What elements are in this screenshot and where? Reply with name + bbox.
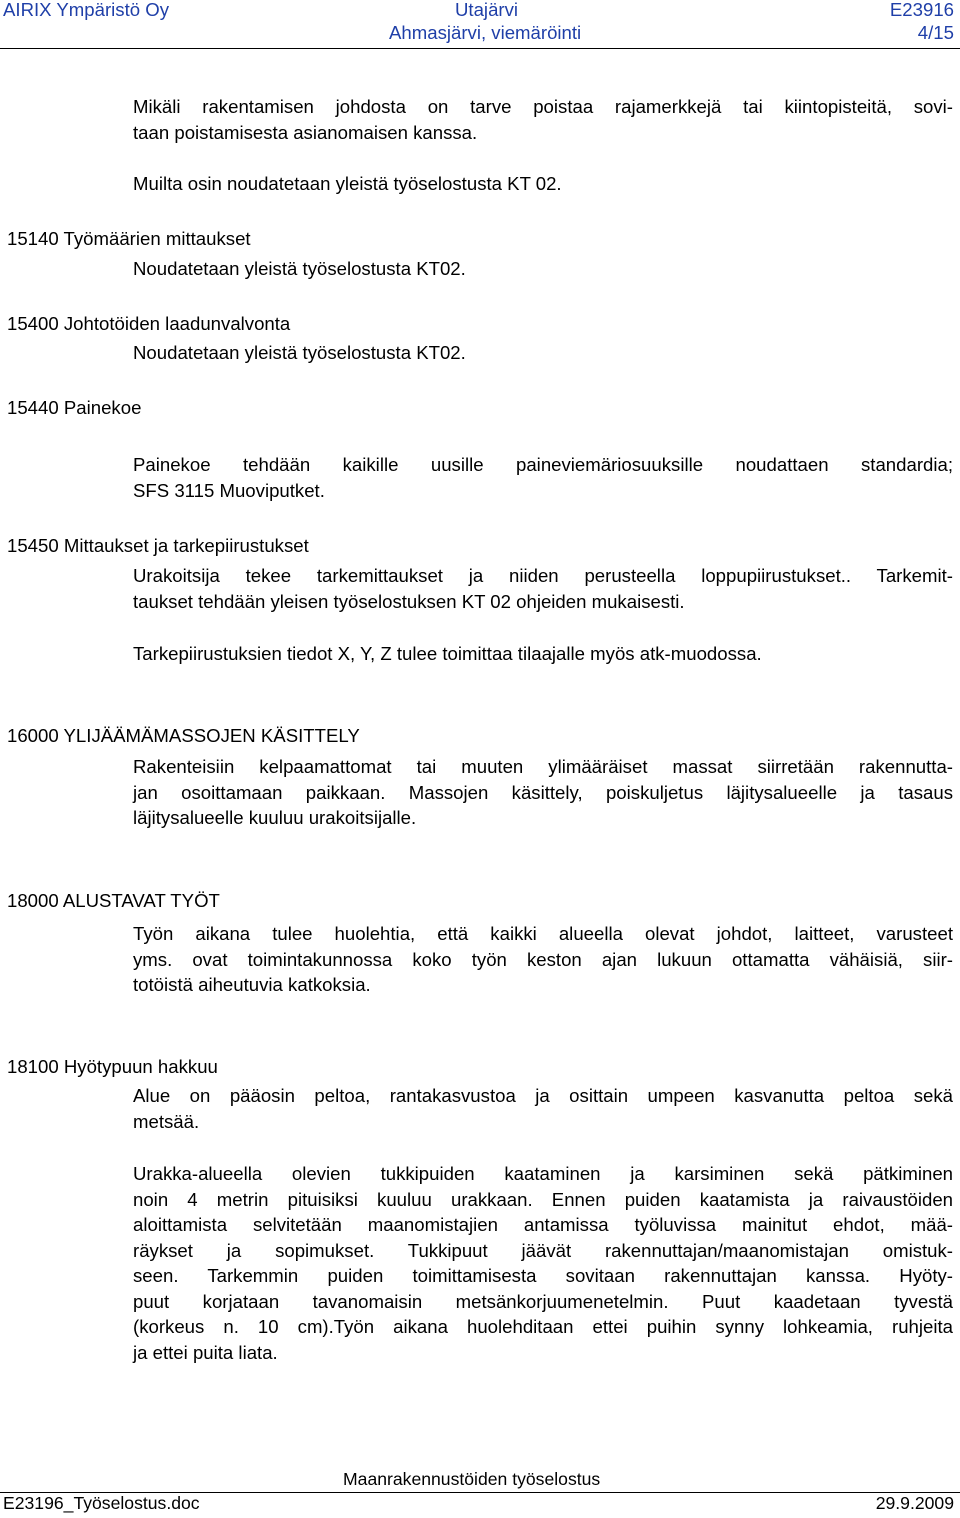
header-page-number: 4/15 bbox=[917, 22, 954, 43]
section-heading-15400: 15400 Johtotöiden laadunvalvonta bbox=[7, 313, 291, 334]
section-heading-15140: 15140 Työmäärien mittaukset bbox=[7, 228, 251, 249]
text-line: taukset tehdään yleisen työselostuksen KT 02 ohjeiden mukaisesti. bbox=[133, 590, 685, 612]
section-heading-18100: 18100 Hyötypuun hakkuu bbox=[7, 1056, 218, 1077]
paragraph-rajamerkit bbox=[133, 94, 953, 145]
header-company: AIRIX Ympäristö Oy bbox=[3, 0, 170, 20]
paragraph-15450 bbox=[133, 563, 953, 614]
text-line: metsää. bbox=[133, 1110, 200, 1132]
paragraph-18100-alue bbox=[133, 1083, 953, 1134]
text-line: Alue on pääosin peltoa, rantakasvustoa ja osittain umpeen kasvanutta peltoa sekä bbox=[133, 1085, 953, 1106]
paragraph-15140: Noudatetaan yleistä työselostusta KT02. bbox=[133, 258, 466, 279]
header-location: Utajärvi bbox=[455, 0, 519, 20]
text-line: jan osoittamaan paikkaan. Massojen käsittely, poiskuljetus läjitysalueelle ja tasaus bbox=[133, 781, 953, 803]
text-line: Painekoe tehdään kaikille uusille paineviemäriosuuksille noudattaen standardia; bbox=[133, 454, 953, 475]
text-line: räykset ja sopimukset. Tukkipuut jäävät rakennuttajan/maanomistajan omistuk- bbox=[133, 1239, 953, 1261]
text-line: puut korjataan tavanomaisin metsänkorjuumenetelmin. Puut kaadetaan tyvestä bbox=[133, 1290, 953, 1312]
text-line: yms. ovat toimintakunnossa koko työn keston ajan lukuun ottamatta vähäisiä, siir- bbox=[133, 948, 953, 970]
paragraph-15440 bbox=[133, 452, 953, 503]
footer-date: 29.9.2009 bbox=[875, 1493, 954, 1513]
footer-center-title: Maanrakennustöiden työselostus bbox=[343, 1469, 601, 1489]
footer-filename: E23196_Työselostus.doc bbox=[3, 1493, 200, 1513]
text-line: Mikäli rakentamisen johdosta on tarve poistaa rajamerkkejä tai kiintopisteitä, sovi- bbox=[133, 96, 953, 117]
text-line: taan poistamisesta asianomaisen kanssa. bbox=[133, 121, 478, 143]
text-line: Työn aikana tulee huolehtia, että kaikki alueella olevat johdot, laitteet, varusteet bbox=[133, 923, 953, 944]
section-heading-18000: 18000 ALUSTAVAT TYÖT bbox=[7, 890, 220, 911]
text-line: ja ettei puita liata. bbox=[133, 1341, 278, 1363]
paragraph-18000 bbox=[133, 921, 953, 998]
text-line: seen. Tarkemmin puiden toimittamisesta sovitaan rakennuttajan kanssa. Hyöty- bbox=[133, 1265, 953, 1286]
text-line: totöistä aiheutuvia katkoksia. bbox=[133, 974, 371, 995]
section-heading-15440: 15440 Painekoe bbox=[7, 397, 142, 418]
header-project-code: E23916 bbox=[889, 0, 954, 20]
text-line: Urakka-alueella olevien tukkipuiden kaataminen ja karsiminen sekä pätkiminen bbox=[133, 1163, 953, 1184]
header-rule bbox=[0, 48, 960, 49]
section-heading-16000: 16000 YLIJÄÄMÄMASSOJEN KÄSITTELY bbox=[7, 725, 360, 746]
text-line: noin 4 metrin pituisiksi kuuluu urakkaan. Ennen puiden kaatamista ja raivaustöiden bbox=[133, 1188, 953, 1210]
text-line: SFS 3115 Muoviputket. bbox=[133, 479, 325, 501]
text-line: Urakoitsija tekee tarkemittaukset ja niiden perusteella loppupiirustukset.. Tarkemit- bbox=[133, 565, 953, 586]
paragraph-18100-urakka bbox=[133, 1161, 953, 1365]
paragraph-16000 bbox=[133, 754, 953, 831]
text-line: (korkeus n. 10 cm).Työn aikana huolehditaan ettei puihin synny lohkeamia, ruhjeita bbox=[133, 1316, 953, 1337]
text-line: läjitysalueelle kuuluu urakoitsijalle. bbox=[133, 807, 417, 828]
paragraph-15450-atk: Tarkepiirustuksien tiedot X, Y, Z tulee toimittaa tilaajalle myös atk-muodossa. bbox=[133, 643, 762, 664]
section-heading-15450: 15450 Mittaukset ja tarkepiirustukset bbox=[7, 535, 309, 556]
header-subtitle: Ahmasjärvi, viemäröinti bbox=[389, 22, 582, 43]
text-line: aloittamista selvitetään maanomistajien antamissa työluvissa mainitut ehdot, mää- bbox=[133, 1214, 953, 1235]
text-line: Rakenteisiin kelpaamattomat tai muuten ylimääräiset massat siirretään rakennutta- bbox=[133, 756, 953, 777]
paragraph-15400: Noudatetaan yleistä työselostusta KT02. bbox=[133, 342, 466, 363]
paragraph-muilta: Muilta osin noudatetaan yleistä työselostusta KT 02. bbox=[133, 173, 562, 194]
